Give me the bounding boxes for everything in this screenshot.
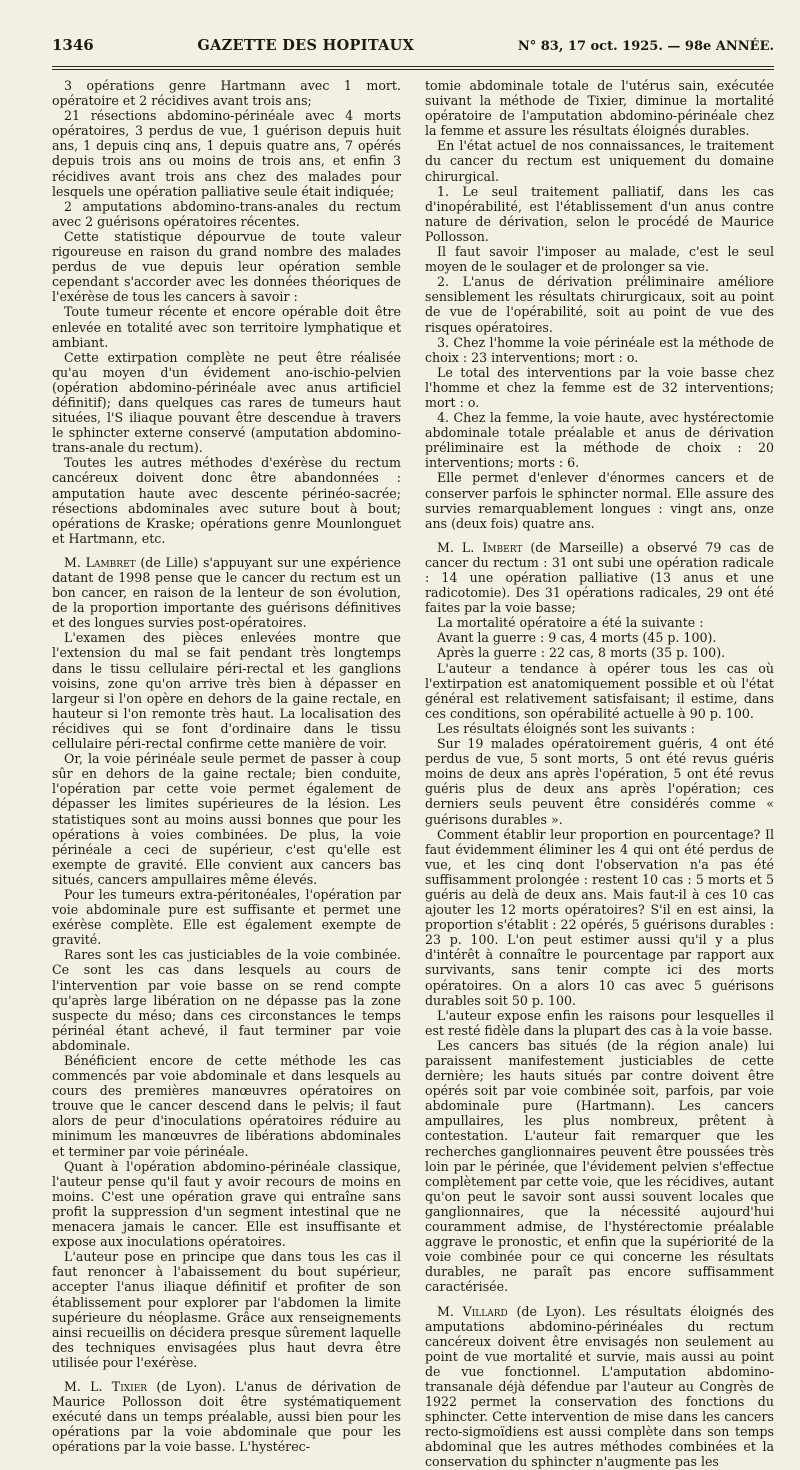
paragraph [52,887,401,947]
paragraph-text: 2. L'anus de dérivation préliminaire améliore sensiblement les résultats chirurgicaux, soit au point de vue de l'opérabilité, soit au point de vue des risques opératoires. [425,274,774,335]
header-rule [52,66,774,70]
paragraph [425,630,774,645]
paragraph [52,229,401,304]
paragraph-text: (de Marseille) a observé 79 cas de cancer du rectum : 31 ont subi une opération radicale : 14 une opération palliative (13 anus et une radicotomie). Des 31 opérations radicales, 29 ont été faites par la voie basse; [425,539,774,616]
paragraph [425,645,774,660]
paragraph [52,350,401,456]
paragraph-text: L'auteur a tendance à opérer tous les cas où l'extirpation est anatomiquement possible et où l'état général est relativement satisfaisant; il estime, dans ces conditions, son opérabilité actuelle à 90 p. 100. [425,660,774,721]
paragraph-text: (de Lyon). L'anus de dérivation de Maurice Pollosson doit être systématiquement exécuté dans un temps préalable, aussi bien pour les opérations par la voie abdominale que pour les opérations par la voie basse. L'hystérec- [52,1378,401,1455]
paragraph [52,1379,401,1454]
paragraph [425,78,774,138]
paragraph-text: Toute tumeur récente et encore opérable doit être enlevée en totalité avec son territoire lymphatique et ambiant. [52,304,401,350]
paragraph [425,827,774,1008]
paragraph-text: tomie abdominale totale de l'utérus sain, exécutée suivant la méthode de Tixier, diminue la mortalité opératoire de l'amputation abdomino-périnéale chez la femme et assure les résultats éloignés durables. [425,78,774,139]
author-name: M. L. Imbert [437,539,523,555]
paragraph [425,661,774,721]
paragraph [52,199,401,229]
paragraph-text: Il faut savoir l'imposer au malade, c'est le seul moyen de le soulager et de prolonger sa vie. [425,244,774,275]
paragraph-text: 2 amputations abdomino-trans-anales du rectum avec 2 guérisons opératoires récentes. [52,198,401,229]
paragraph [425,736,774,827]
paragraph [52,455,401,546]
paragraph [425,470,774,530]
paragraph [425,540,774,615]
issue-info: N° 83, 17 oct. 1925. — 98e ANNÉE. [517,39,774,54]
author-name: M. L. Tixier [64,1378,148,1394]
paragraph-text: Avant la guerre : 9 cas, 4 morts (45 p. 100). [437,630,717,646]
paragraph [425,244,774,274]
paragraph-text: Cette statistique dépourvue de toute valeur rigoureuse en raison du grand nombre des malades perdus de vue depuis leur opération semble cependant s'accorder avec les données théoriques de l'exérèse de tous les cancers à savoir : [52,228,401,305]
paragraph [52,1053,401,1159]
paragraph-text: L'auteur pose en principe que dans tous les cas il faut renoncer à l'abaissement du bout supérieur, accepter l'anus iliaque définitif et profiter de son établissement pour explorer par l'abdomen la limite supérieure du néoplasme. Grâce aux renseignements ainsi recueillis on décidera presque sûrement laquelle des techniques envisagées plus haut devra être utilisée pour l'exérèse. [52,1249,401,1370]
paragraph-text: Les cancers bas situés (de la région anale) lui paraissent manifestement justiciables de cette dernière; les hauts situés par contre doivent être opérés soit par voie combinée soit, parfois, par voie abdominale pure (Hartmann). Les cancers ampullaires, les plus nombreux, prêtent à contestation. L'auteur fait remarquer que les recherches ganglionnaires peuvent être poussées très loin par le périnée, que l'évidement pelvien s'effectue complètement par cette voie, que les récidives, autant qu'on peut le savoir sont aussi souvent locales que ganglionnaires, que la nécessité aujourd'hui couramment admise, de l'hystérectomie préalable aggrave le pronostic, et enfin que la supériorité de la voie combinée pour ce qui concerne les résultats durables, ne paraît pas encore suffisamment caractérisée. [425,1037,774,1295]
paragraph [52,1249,401,1370]
right-column [425,78,775,1470]
paragraph [52,78,401,108]
paragraph-text: Le total des interventions par la voie basse chez l'homme et chez la femme est de 32 interventions; mort : o. [425,364,774,410]
paragraph-text: (de Lyon). Les résultats éloignés des amputations abdomino-périnéales du rectum cancéreux doivent être envisagés non seulement au point de vue mortalité et survie, mais aussi au point de vue fonctionnel. L'amputation abdomino-transanale déjà défendue par l'auteur au Congrès de 1922 permet la conservation des fonctions du sphincter. Cette intervention de mise dans les cancers recto-sigmoïdiens est aussi complète dans son temps abdominal que les autres méthodes combinées et la conservation du sphincter n'augmente pas les [425,1303,775,1470]
paragraph-text: Rares sont les cas justiciables de la voie combinée. Ce sont les cas dans lesquels au cours de l'intervention par voie basse on se rend compte qu'après large libération on ne dépasse pas la zone suspecte du méso; dans ces circonstances le temps périnéal étant achevé, il faut terminer par voie abdominale. [52,947,401,1053]
paragraph-text: Bénéficient encore de cette méthode les cas commencés par voie abdominale et dans lesquels au cours des premières manœuvres opératoires on trouve que le cancer descend dans le pelvis; il faut alors de peur d'inoculations opératoires réduire au minimum les manœuvres de libérations abdominales et terminer par voie périnéale. [52,1053,401,1159]
paragraph-text: 3. Chez l'homme la voie périnéale est la méthode de choix : 23 interventions; mort : o. [425,334,774,365]
paragraph-text: Comment établir leur proportion en pourcentage? Il faut évidemment éliminer les 4 qui ont été perdus de vue, et les cinq dont l'observation n'a pas été suffisamment prolongée : restent 10 cas : 5 morts et 5 guéris au delà de deux ans. Mais faut-il à ces 10 cas ajouter les 12 morts opératoires? S'il en est ainsi, la proportion s'établit : 22 opérés, 5 guérisons durables : 23 p. 100. L'on peut estimer aussi qu'il y a plus d'intérêt à connaître le pourcentage par rapport aux survivants, sans tenir compte ici des morts opératoires. On a alors 10 cas avec 5 guérisons durables soit 50 p. 100. [425,826,774,1008]
paragraph [425,365,774,410]
paragraph-text: Or, la voie périnéale seule permet de passer à coup sûr en dehors de la gaine rectale; bien conduite, l'opération par cette voie permet également de dépasser les limites supérieures de la lésion. Les statistiques sont au moins aussi bonnes que pour les opérations à voies combinées. De plus, la voie périnéale a ceci de supérieur, c'est qu'elle est exempte de gravité. Elle convient aux cancers bas situés, cancers ampullaires même élevés. [52,751,401,887]
paragraph [425,410,774,470]
paragraph-text: 3 opérations genre Hartmann avec 1 mort. opératoire et 2 récidives avant trois ans; [52,78,401,109]
paragraph-text: L'examen des pièces enlevées montre que l'extension du mal se fait pendant très longtemps dans le tissu cellulaire péri-rectal et les ganglions voisins, zone qu'on arrive très bien à dépasser en largeur si l'on opère en dehors de la gaine rectale, en hauteur si l'on remonte très haut. La localisation des récidives qui se font d'ordinaire dans le tissu cellulaire péri-rectal confirme cette manière de voir. [52,630,401,752]
paragraph [52,947,401,1053]
paragraph [425,615,774,630]
paragraph [52,751,401,887]
paragraph [425,1304,774,1470]
paragraph-text: L'auteur expose enfin les raisons pour lesquelles il est resté fidèle dans la plupart des cas à la voie basse. [425,1007,774,1038]
paragraph-text: (de Lille) s'appuyant sur une expérience datant de 1998 pense que le cancer du rectum est un bon cancer, en raison de la lenteur de son évolution, de la proportion importante des guérisons définitives et des longues survies post-opératoires. [52,554,401,631]
paragraph [52,108,401,199]
page-header [52,36,774,62]
paragraph-text: Elle permet d'enlever d'énormes cancers et de conserver parfois le sphincter normal. Elle assure des survies remarquablement longues : vingt ans, onze ans (deux fois) quatre ans. [425,470,774,531]
paragraph [425,184,774,244]
paragraph-text: Pour les tumeurs extra-péritonéales, l'opération par voie abdominale pure est suffisante et permet une exérèse complète. Elle est également exempte de gravité. [52,886,401,948]
paragraph [52,555,401,630]
paragraph [425,721,774,736]
paragraph-text: Les résultats éloignés sont les suivants : [437,720,695,736]
page-number: 1346 [52,36,94,54]
paragraph [52,304,401,349]
paragraph-text: Toutes les autres méthodes d'exérèse du rectum cancéreux doivent donc être abandonnées : amputation haute avec descente périnéo-sacrée; résections abdominales avec suture bout à bout; opérations de Kraske; opérations genre Mounlonguet et Hartmann, etc. [52,455,401,546]
paragraph-text: Sur 19 malades opératoirement guéris, 4 ont été perdus de vue, 5 sont morts, 5 ont été revus guéris moins de deux ans après l'opération, 5 ont été revus guéris plus de deux ans après l'opération; ces derniers seuls peuvent être considérés comme « guérisons durables ». [425,736,774,827]
paragraph [425,1038,774,1295]
author-name: M. Villard [437,1303,508,1319]
paragraph-text: Quant à l'opération abdomino-périnéale classique, l'auteur pense qu'il faut y avoir recours de moins en moins. C'est une opération grave qui entraîne sans profit la suppression d'un segment intestinal que ne menacera jamais le cancer. Elle est insuffisante et expose aux inoculations opératoires. [52,1158,401,1250]
author-name: M. Lambret [64,554,136,570]
paragraph-text: Après la guerre : 22 cas, 8 morts (35 p. 100). [437,645,726,661]
paragraph-text: Cette extirpation complète ne peut être réalisée qu'au moyen d'un évidement ano-ischio-pelvien (opération abdomino-périnéale avec anus artificiel définitif); dans quelques cas rares de tumeurs haut situées, l'S iliaque pouvant être descendue à travers le sphincter externe conservé (amputation abdomino-trans-anale du rectum). [52,349,401,456]
paragraph-text: En l'état actuel de nos connaissances, le traitement du cancer du rectum est uniquement du domaine chirurgical. [425,138,774,184]
paragraph [52,1159,401,1250]
paragraph-text: 4. Chez la femme, la voie haute, avec hystérectomie abdominale totale préalable et anus de dérivation préliminaire est la méthode de choix : 20 interventions; morts : 6. [425,410,774,471]
left-column [52,78,401,1455]
journal-title: GAZETTE DES HOPITAUX [197,37,415,54]
paragraph [425,138,774,183]
paragraph-text: 21 résections abdomino-périnéale avec 4 morts opératoires, 3 perdus de vue, 1 guérison depuis huit ans, 1 depuis cinq ans, 1 depuis quatre ans, 7 opérés depuis trois ans ou moins de trois ans, et enfin 3 récidives avant trois ans chez des malades pour lesquels une opération palliative seule était indiquée; [52,108,401,199]
paragraph-text: La mortalité opératoire a été la suivante : [437,615,704,631]
article-columns [52,78,775,1470]
paragraph-text: 1. Le seul traitement palliatif, dans les cas d'inopérabilité, est l'établissement d'un anus contre nature de dérivation, selon le procédé de Maurice Pollosson. [425,183,774,244]
paragraph [52,630,401,751]
paragraph [425,335,774,365]
paragraph [425,274,774,334]
paragraph [425,1008,774,1038]
